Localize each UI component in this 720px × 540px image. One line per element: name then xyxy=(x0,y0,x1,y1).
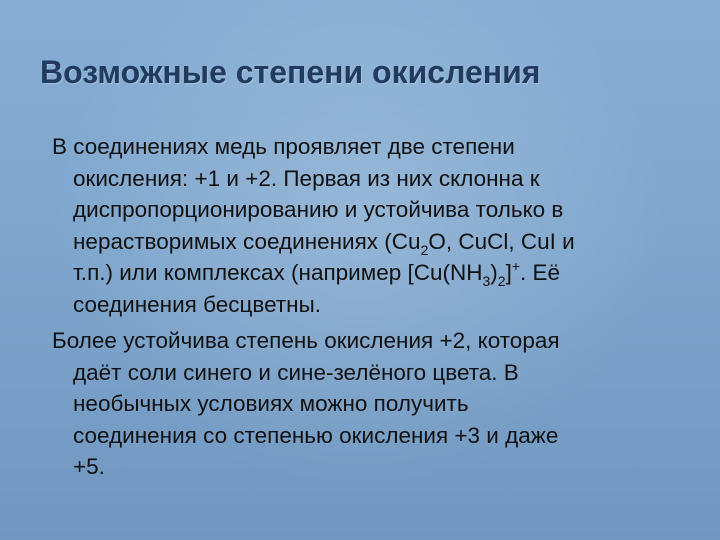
text-run: O, CuCl, CuI и xyxy=(428,228,575,254)
body-line-formula xyxy=(52,226,702,258)
superscript: + xyxy=(511,258,521,274)
subscript: 2 xyxy=(420,241,429,258)
body-line: необычных условиях можно получить xyxy=(73,391,469,416)
text-run: т.п.) или комплексах (например [Cu(NH xyxy=(73,260,483,285)
body-line: В соединениях медь проявляет две степени xyxy=(52,134,515,159)
slide-body xyxy=(52,131,702,488)
text-run: ) xyxy=(490,260,498,285)
body-line: соединения со степенью окисления +3 и даже xyxy=(73,422,559,448)
paragraph-stable-oxidation-state xyxy=(52,325,702,483)
body-line: Более устойчива степень окисления +2, которая xyxy=(52,328,560,353)
body-line: диспропорционированию и устойчива только в xyxy=(73,197,564,222)
text-run: . Её xyxy=(520,260,561,285)
paragraph-copper-oxidation-states xyxy=(52,131,702,320)
text-run: нерастворимых соединениях (Cu xyxy=(73,228,421,254)
slide-title: Возможные степени окисления xyxy=(40,54,541,90)
subscript: 3 xyxy=(482,273,491,289)
text-run: ] xyxy=(505,260,512,285)
subscript: 2 xyxy=(497,273,506,289)
body-line: +5. xyxy=(73,454,105,479)
body-line: окисления: +1 и +2. Первая из них склонна к xyxy=(73,165,540,191)
body-line: даёт соли синего и сине-зелёного цвета. В xyxy=(73,359,519,385)
body-line: соединения бесцветны. xyxy=(73,291,322,317)
body-line-formula xyxy=(52,257,702,289)
